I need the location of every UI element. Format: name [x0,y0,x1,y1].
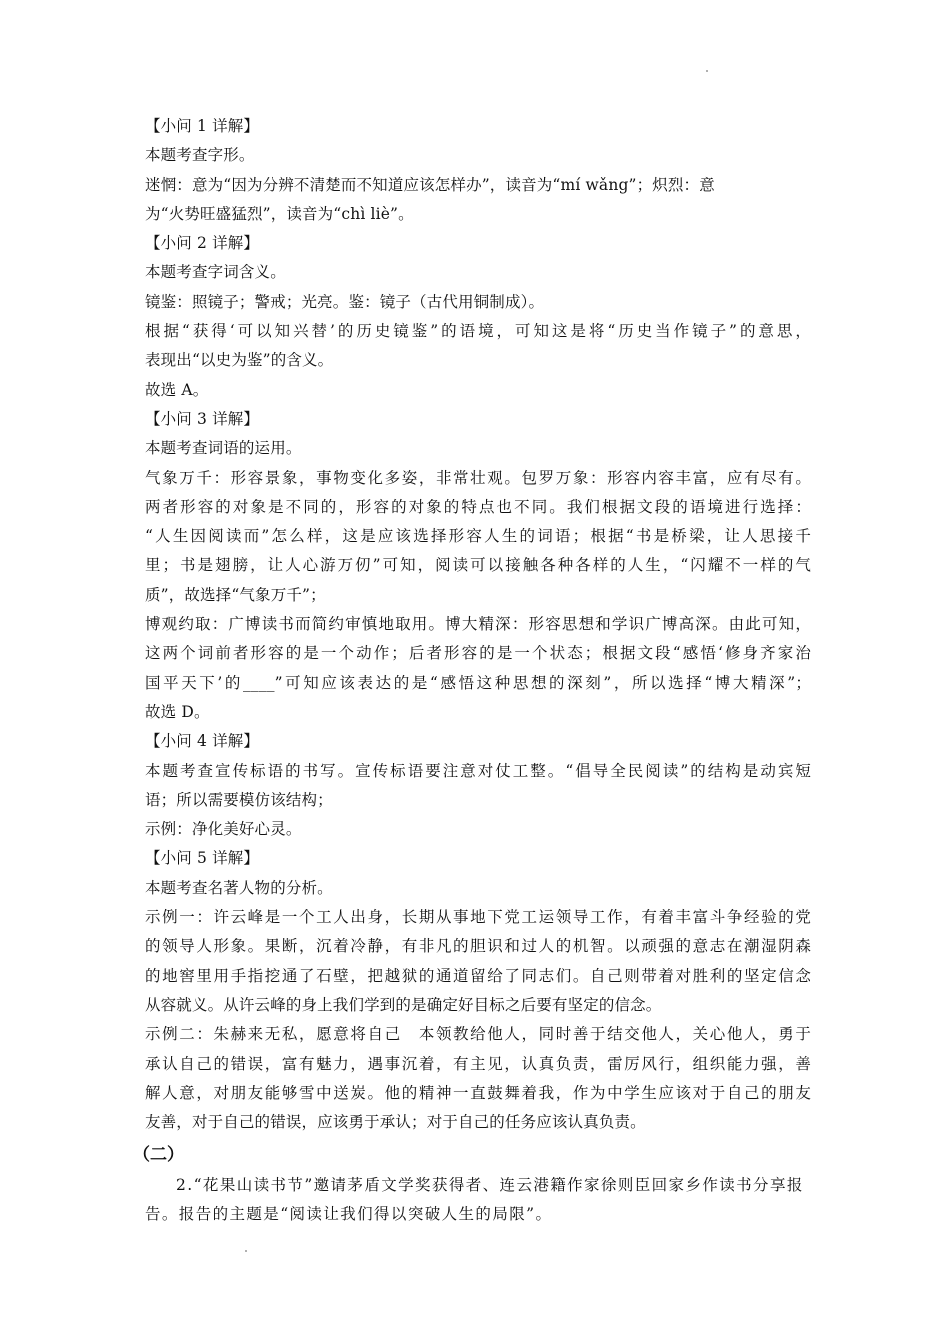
text-line: 解人意，对朋友能够雪中送炭。他的精神一直鼓舞着我，作为中学生应该对于自己的朋友 [145,1083,811,1102]
subquestion-heading: 【小问 2 详解】 [145,234,260,253]
subquestion-heading: 【小问 1 详解】 [145,117,260,135]
text-line: 从容就义。从许云峰的身上我们学到的是确定好目标之后要有坚定的信念。 [145,995,662,1014]
text-line: 博观约取：广博读书而简约审慎地取用。博大精深：形容思想和学识广博高深。由此可知， [145,615,811,634]
text-line: 示例：净化美好心灵。 [145,820,302,839]
text-line: 这两个词前者形容的是一个动作；后者形容的是一个状态；根据文段“感悟‘修身齐家治 [145,644,811,663]
text-line: 根据“获得‘可以知兴替’的历史镜鉴”的语境，可知这是将“历史当作镜子”的意思， [145,322,811,341]
text-line: 迷惘：意为“因为分辨不清楚而不知道应该怎样办”，读音为“mí wǎng”；炽烈：意 [145,175,715,194]
question-paragraph: 2.“花果山读书节”邀请茅盾文学奖获得者、连云港籍作家徐则臣回家乡作读书分享报告。报告的主题是“阅读让我们得以突破人生的局限”。 [145,1176,804,1223]
decorative-dot-top [706,70,708,72]
text-line: 为“火势旺盛猛烈”，读音为“chì liè”。 [145,204,414,223]
text-line: 的地窖里用手指挖通了石壁，把越狱的通道留给了同志们。自己则带着对胜利的坚定信念 [145,966,811,985]
document-body [133,112,811,1228]
decorative-dot-bottom [245,1250,247,1252]
text-line: 镜鉴：照镜子；警戒；光亮。鉴：镜子（古代用铜制成）。 [145,292,545,311]
text-line: 质”，故选择“气象万千”； [145,585,326,604]
text-line: 气象万千：形容景象，事物变化多姿，非常壮观。包罗万象：形容内容丰富，应有尽有。 [145,468,811,487]
text-line: 国平天下’的____”可知应该表达的是“感悟这种思想的深刻”，所以选择“博大精深”； [145,673,811,692]
text-line: 承认自己的错误，富有魅力，遇事沉着，有主见，认真负责，雷厉风行，组织能力强，善 [145,1054,811,1073]
text-line: 两者形容的对象是不同的，形容的对象的特点也不同。我们根据文段的语境进行选择： [145,497,811,516]
text-line: 故选 A。 [145,380,209,399]
text-line: 示例二：朱赫来无私，愿意将自己 本领教给他人，同时善于结交他人，关心他人，勇于 [145,1025,811,1044]
answer-explanation [145,112,811,1137]
text-line: 的领导人形象。果断，沉着冷静，有非凡的胆识和过人的机智。以顽强的意志在潮湿阴森 [145,937,811,956]
subquestion-heading: 【小问 3 详解】 [145,409,260,428]
text-line: 本题考查字词含义。 [145,263,286,282]
text-line: 表现出“以史为鉴”的含义。 [145,351,334,370]
text-line: 语；所以需要模仿该结构； [145,790,333,809]
text-line: “人生因阅读而”怎么样，这是应该选择形容人生的词语；根据“书是桥梁，让人思接千 [145,527,811,546]
subquestion-heading: 【小问 5 详解】 [145,849,260,868]
text-line: 里；书是翅膀，让人心游万仞”可知，阅读可以接触各种各样的人生，“闪耀不一样的气 [145,556,811,575]
text-line: 本题考查宣传标语的书写。宣传标语要注意对仗工整。“倡导全民阅读”的结构是动宾短 [145,761,811,780]
text-line: 本题考查词语的运用。 [145,439,302,458]
text-line: 示例一：许云峰是一个工人出身，长期从事地下党工运领导工作，有着丰富斗争经验的党 [145,908,811,927]
text-line: 本题考查名著人物的分析。 [145,878,333,897]
text-line: 故选 D。 [145,702,210,721]
section-heading: （二） [133,1145,184,1166]
subquestion-heading: 【小问 4 详解】 [145,732,260,751]
text-line: 友善，对于自己的错误，应该勇于承认；对于自己的任务应该认真负责。 [145,1113,646,1132]
text-line: 本题考查字形。 [145,146,255,165]
